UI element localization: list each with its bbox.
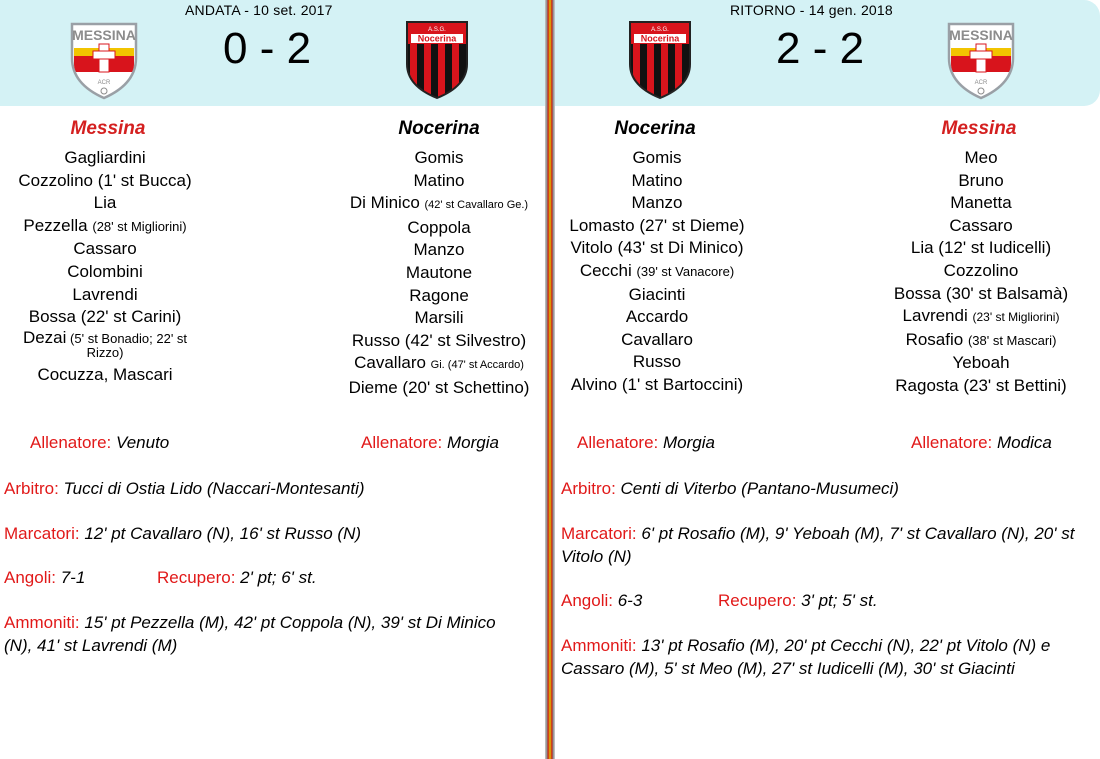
lineup-player: Cassaro	[73, 239, 137, 259]
lineup-player: Giacinti	[628, 284, 686, 304]
andata-ammoniti: Ammoniti: 15' pt Pezzella (M), 42' pt Coppola (N), 39' st Di Minico (N), 41' st Lavrendi (M)	[4, 613, 496, 655]
lineup-player: Matino	[631, 170, 683, 190]
ritorno-recupero: Recupero: 3' pt; 5' st.	[718, 591, 878, 610]
lineup-player: Lia (12' st Iudicelli)	[910, 238, 1052, 258]
lineup-player: Cozzolino (1' st Bucca)	[18, 170, 192, 190]
ritorno-title: RITORNO - 14 gen. 2018	[730, 2, 893, 18]
lineup-player: Dezai (5' st Bonadio; 22' st Rizzo)	[22, 327, 188, 360]
andata-away-lineup	[336, 147, 542, 400]
ritorno-panel	[555, 0, 1100, 759]
lineup-player: Manzo	[631, 193, 683, 213]
center-divider	[545, 0, 555, 759]
lineup-player: Di Minico (42' st Cavallaro Ge.)	[349, 193, 529, 213]
lineup-player: Cavallaro Gi. (47' st Accardo)	[354, 353, 524, 373]
svg-text:A.S.G.: A.S.G.	[651, 27, 669, 33]
lineup-player: Colombini	[67, 261, 143, 281]
ritorno-away-coach: Allenatore: Modica	[911, 433, 1052, 452]
andata-away-team-name: Nocerina	[398, 118, 480, 139]
lineup-player: Gagliardini	[64, 148, 146, 167]
ritorno-away-team-name: Messina	[941, 118, 1017, 139]
lineup-player: Russo	[632, 352, 682, 372]
andata-angoli: Angoli: 7-1	[4, 568, 86, 587]
andata-panel	[0, 0, 545, 759]
andata-home-lineup	[2, 147, 208, 386]
lineup-player: Russo (42' st Silvestro)	[351, 330, 527, 350]
lineup-player: Cecchi (39' st Vanacore)	[579, 260, 735, 280]
lineup-player: Mautone	[405, 262, 473, 282]
lineup-player: Bruno	[958, 170, 1004, 190]
lineup-player: Ragosta (23' st Bettini)	[895, 375, 1067, 395]
lineup-player: Cavallaro	[621, 329, 693, 349]
lineup-player: Marsili	[414, 308, 464, 328]
messina-logo	[945, 18, 1017, 100]
andata-recupero: Recupero: 2' pt; 6' st.	[157, 568, 317, 587]
svg-text:A.S.G.: A.S.G.	[428, 27, 446, 33]
messina-logo	[68, 18, 140, 100]
ritorno-away-lineup	[881, 147, 1081, 398]
lineup-player: Coppola	[407, 217, 471, 237]
andata-banner	[0, 0, 545, 106]
lineup-player: Accardo	[625, 307, 689, 327]
lineup-player: Manetta	[950, 193, 1012, 213]
svg-text:MESSINA: MESSINA	[72, 27, 136, 43]
lineup-player: Alvino (1' st Bartoccini)	[570, 374, 744, 394]
lineup-player: Lavrendi	[72, 284, 138, 304]
lineup-player: Meo	[964, 148, 998, 167]
lineup-player: Yeboah	[952, 353, 1010, 373]
lineup-player: Pezzella (28' st Migliorini)	[23, 215, 187, 235]
ritorno-banner	[555, 0, 1100, 106]
lineup-player: Lavrendi (23' st Migliorini)	[902, 306, 1060, 326]
lineup-player: Ragone	[409, 285, 469, 305]
lineup-player: Rosafio (38' st Mascari)	[905, 329, 1057, 349]
svg-text:Nocerina: Nocerina	[640, 33, 680, 44]
svg-text:ACR: ACR	[97, 80, 111, 86]
lineup-player: Cassaro	[949, 215, 1013, 235]
andata-away-coach: Allenatore: Morgia	[361, 433, 499, 452]
lineup-player: Matino	[413, 170, 465, 190]
lineup-player: Vitolo (43' st Di Minico)	[570, 238, 744, 258]
ritorno-home-coach: Allenatore: Morgia	[577, 433, 715, 452]
lineup-player: Bossa (22' st Carini)	[28, 307, 182, 327]
ritorno-angoli: Angoli: 6-3	[561, 591, 643, 610]
lineup-player: Lomasto (27' st Dieme)	[569, 215, 745, 235]
svg-text:MESSINA: MESSINA	[949, 27, 1013, 43]
ritorno-home-team-name: Nocerina	[614, 118, 696, 139]
andata-title: ANDATA - 10 set. 2017	[185, 2, 333, 18]
ritorno-marcatori: Marcatori: 6' pt Rosafio (M), 9' Yeboah (M), 7' st Cavallaro (N), 20' st Vitolo (N)	[561, 524, 1075, 566]
lineup-player: Cozzolino	[943, 260, 1019, 280]
andata-marcatori: Marcatori: 12' pt Cavallaro (N), 16' st Russo (N)	[4, 524, 362, 543]
ritorno-arbitro: Arbitro: Centi di Viterbo (Pantano-Musumeci)	[561, 479, 899, 498]
nocerina-logo	[627, 18, 693, 100]
lineup-player: Dieme (20' st Schettino)	[348, 377, 530, 397]
andata-arbitro: Arbitro: Tucci di Ostia Lido (Naccari-Montesanti)	[4, 479, 365, 498]
svg-text:ACR: ACR	[974, 80, 988, 86]
andata-home-coach: Allenatore: Venuto	[30, 433, 170, 452]
ritorno-home-lineup	[557, 147, 757, 397]
nocerina-logo	[404, 18, 470, 100]
andata-home-team-name: Messina	[70, 118, 146, 139]
lineup-player: Gomis	[414, 148, 464, 167]
lineup-player: Cocuzza, Mascari	[37, 364, 173, 384]
andata-score: 0 - 2	[223, 24, 312, 73]
lineup-player: Gomis	[632, 148, 682, 167]
lineup-player: Bossa (30' st Balsamà)	[893, 283, 1069, 303]
ritorno-score: 2 - 2	[776, 24, 865, 73]
lineup-player: Lia	[93, 193, 117, 213]
ritorno-ammoniti: Ammoniti: 13' pt Rosafio (M), 20' pt Cecchi (N), 22' pt Vitolo (N) e Cassaro (M), 5' st Meo (M), 27' st Iudicelli (M), 30' st Giacinti	[561, 636, 1051, 678]
lineup-player: Manzo	[413, 240, 465, 260]
svg-text:Nocerina: Nocerina	[417, 33, 457, 44]
